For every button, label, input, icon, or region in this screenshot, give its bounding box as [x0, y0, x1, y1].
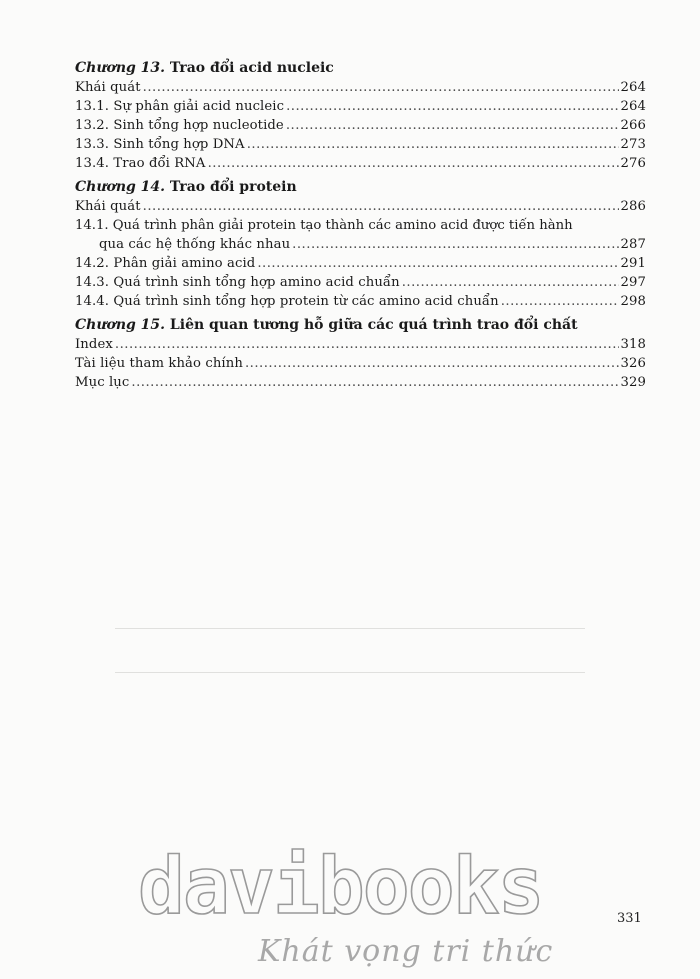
- watermark-logo: davibooks: [138, 842, 543, 932]
- toc-entry-page: 326: [620, 356, 646, 371]
- dot-leader: [143, 78, 619, 97]
- dot-leader: [286, 97, 618, 116]
- toc-entry: [75, 373, 646, 392]
- toc-entry-page: 273: [620, 137, 646, 152]
- toc-entry-title: 13.1. Sự phân giải acid nucleic: [75, 99, 285, 114]
- toc-entry-title: Index: [75, 337, 113, 352]
- toc-entry-page: 286: [620, 199, 646, 214]
- toc-entry: [75, 154, 646, 173]
- chapter-title: Liên quan tương hỗ giữa các quá trình trao đổi chất: [165, 317, 578, 333]
- dot-leader: [208, 154, 619, 173]
- toc-entry-title: Khái quát: [75, 80, 141, 95]
- toc-entry: [75, 235, 646, 254]
- toc-entry-title: 14.3. Quá trình sinh tổng hợp amino acid chuẩn: [75, 275, 400, 290]
- toc-entry-page: 329: [620, 375, 646, 390]
- toc-entry-title: 13.2. Sinh tổng hợp nucleotide: [75, 118, 284, 133]
- dot-leader: [131, 373, 618, 392]
- dot-leader: [245, 354, 619, 373]
- toc-entry: [75, 97, 646, 116]
- toc-entry: [75, 292, 646, 311]
- chapter-label: Chương 14.: [75, 179, 166, 195]
- chapter-14-heading: [75, 177, 646, 197]
- dot-leader: [286, 116, 619, 135]
- toc-entry-page: 318: [620, 337, 646, 352]
- toc-entry-page: 297: [620, 275, 646, 290]
- dot-leader: [143, 197, 619, 216]
- table-of-contents: [75, 58, 646, 392]
- dot-leader: [501, 292, 619, 311]
- toc-entry-multiline: [75, 216, 646, 254]
- page-number: 331: [617, 911, 642, 926]
- toc-entry-page: 276: [620, 156, 646, 171]
- bleed-through-rule: [115, 628, 585, 629]
- toc-entry: [75, 273, 646, 292]
- toc-entry: [75, 354, 646, 373]
- toc-entry-page: 264: [620, 99, 646, 114]
- toc-entry: [75, 335, 646, 354]
- toc-entry-title-line1: 14.1. Quá trình phân giải protein tạo thành các amino acid được tiến hành: [75, 218, 573, 233]
- chapter-15-heading: [75, 315, 646, 335]
- chapter-label: Chương 15.: [75, 317, 166, 333]
- toc-entry: [75, 78, 646, 97]
- toc-entry-page: 287: [620, 237, 646, 252]
- chapter-title: Trao đổi acid nucleic: [165, 60, 334, 76]
- toc-entry-title: 14.4. Quá trình sinh tổng hợp protein từ các amino acid chuẩn: [75, 294, 499, 309]
- toc-entry: [75, 254, 646, 273]
- chapter-label: Chương 13.: [75, 60, 166, 76]
- toc-entry-title: Mục lục: [75, 375, 130, 390]
- chapter-13-heading: [75, 58, 646, 78]
- toc-entry-title: Tài liệu tham khảo chính: [75, 356, 243, 371]
- dot-leader: [247, 135, 619, 154]
- toc-entry: [75, 135, 646, 154]
- toc-entry-title: 14.2. Phân giải amino acid: [75, 256, 256, 271]
- toc-entry-page: 264: [620, 80, 646, 95]
- toc-entry: [75, 116, 646, 135]
- toc-entry-title-line2: qua các hệ thống khác nhau: [99, 237, 291, 252]
- toc-entry-page: 298: [620, 294, 646, 309]
- toc-entry-title: 13.3. Sinh tổng hợp DNA: [75, 137, 245, 152]
- toc-entry-title: 13.4. Trao đổi RNA: [75, 156, 206, 171]
- dot-leader: [402, 273, 619, 292]
- toc-entry-page: 266: [620, 118, 646, 133]
- dot-leader: [115, 335, 619, 354]
- chapter-title: Trao đổi protein: [165, 179, 297, 195]
- dot-leader: [257, 254, 618, 273]
- watermark-slogan: Khát vọng tri thức: [258, 934, 554, 969]
- dot-leader: [292, 235, 618, 254]
- toc-entry-page: 291: [620, 256, 646, 271]
- toc-entry: [75, 197, 646, 216]
- bleed-through-rule: [115, 672, 585, 673]
- toc-entry-title: Khái quát: [75, 199, 141, 214]
